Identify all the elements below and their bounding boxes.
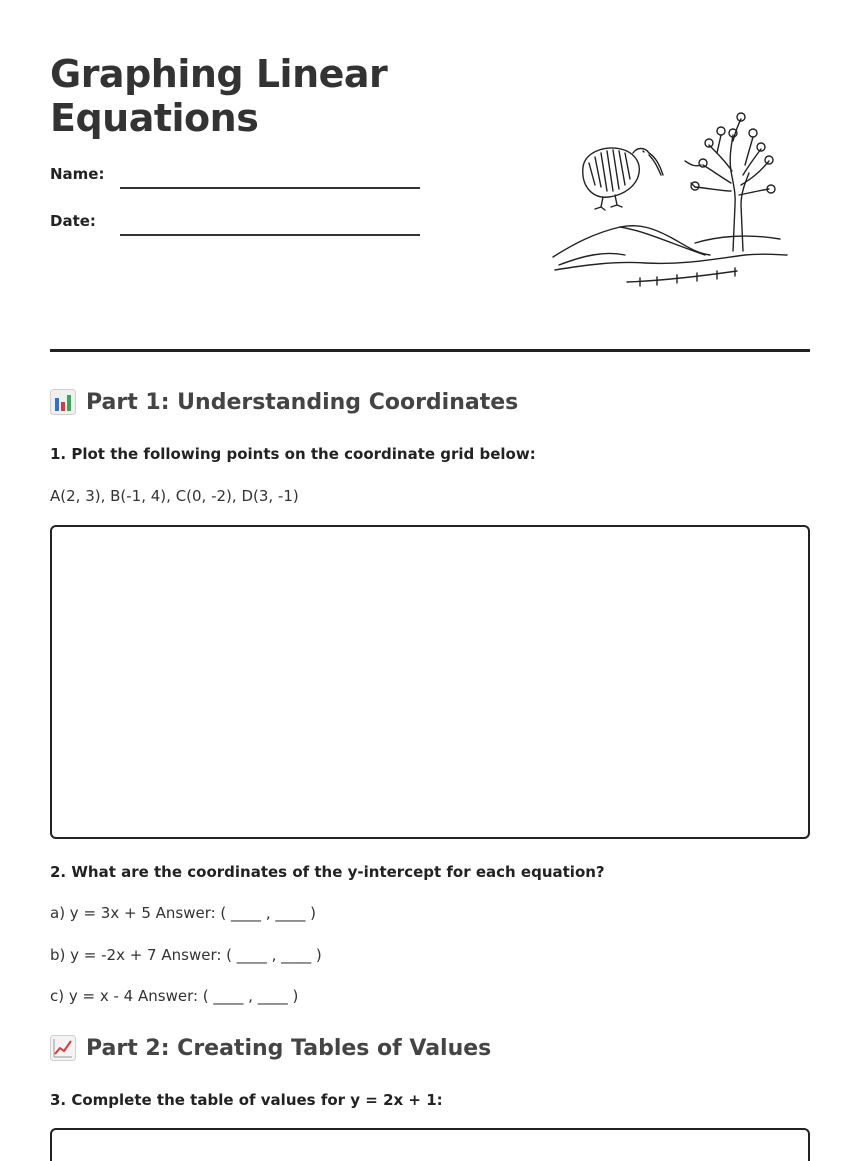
name-label: Name: [50, 165, 105, 183]
question-2b: b) y = -2x + 7 Answer: ( ____ , ____ ) [50, 946, 322, 964]
chart-increasing-icon [50, 1035, 76, 1061]
question-2-prompt: 2. What are the coordinates of the y-intercept for each equation? [50, 863, 605, 881]
question-2c: c) y = x - 4 Answer: ( ____ , ____ ) [50, 987, 299, 1005]
question-2a: a) y = 3x + 5 Answer: ( ____ , ____ ) [50, 904, 316, 922]
question-3-prompt: 3. Complete the table of values for y = 2x + 1: [50, 1091, 443, 1109]
date-field[interactable] [120, 234, 420, 236]
worksheet-title: Graphing Linear Equations [50, 52, 388, 140]
name-field[interactable] [120, 187, 420, 189]
part2-heading [50, 1035, 491, 1061]
coordinate-grid-area[interactable] [50, 525, 810, 839]
table-of-values-area[interactable] [50, 1128, 810, 1161]
kiwi-bird-illustration [545, 105, 795, 295]
date-label: Date: [50, 212, 96, 230]
part2-heading-text: Part 2: Creating Tables of Values [86, 1035, 492, 1061]
bar-chart-icon [50, 389, 76, 415]
section-divider [50, 349, 810, 352]
question-1-points: A(2, 3), B(-1, 4), C(0, -2), D(3, -1) [50, 487, 299, 505]
part1-heading [50, 389, 518, 415]
part1-heading-text: Part 1: Understanding Coordinates [86, 389, 519, 415]
question-1-prompt: 1. Plot the following points on the coordinate grid below: [50, 445, 536, 463]
